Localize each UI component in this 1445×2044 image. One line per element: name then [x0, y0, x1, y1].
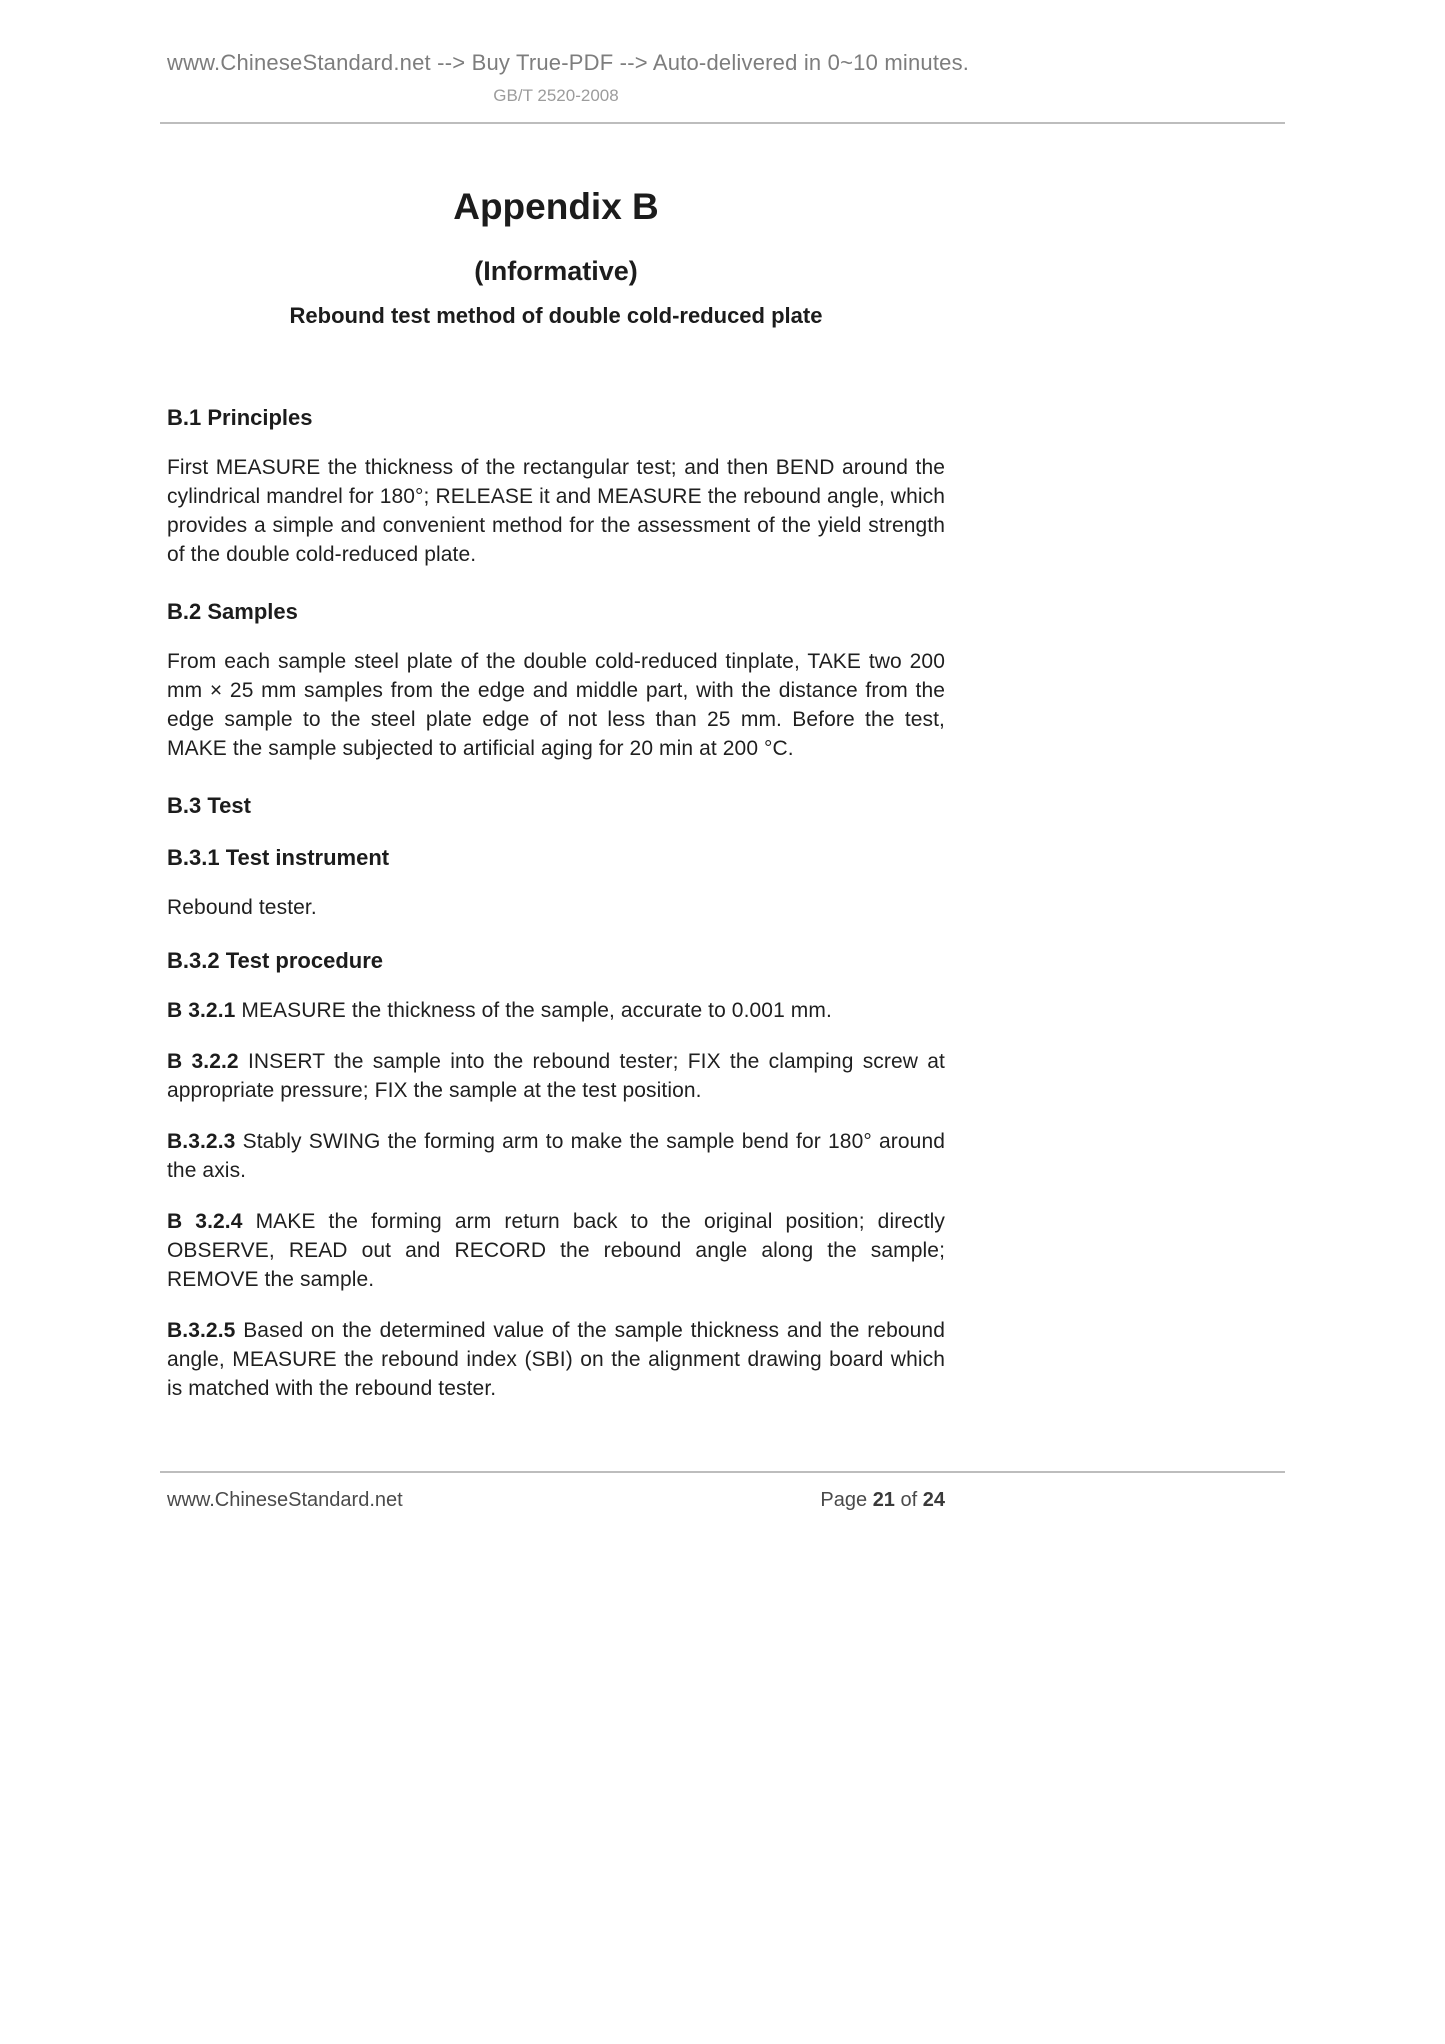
page-header [167, 0, 970, 106]
procedure-step-3-label: B.3.2.3 [167, 1130, 236, 1153]
appendix-title: Appendix B [453, 186, 659, 227]
procedure-step-4-text: MAKE the forming arm return back to the original position; directly OBSERVE, READ out and RECORD the rebound angle along the sample; REMOVE the sample. [167, 1210, 945, 1291]
footer-page-word: Page [820, 1489, 868, 1511]
procedure-step-5 [167, 1316, 945, 1403]
section-b31-paragraph: Rebound tester. [167, 896, 317, 919]
section-b1-heading: B.1 Principles [167, 405, 313, 430]
appendix-subject-title: Rebound test method of double cold-reduced plate [289, 303, 823, 328]
page-footer [0, 1455, 1445, 1512]
procedure-step-2 [167, 1047, 945, 1105]
procedure-step-4-label: B 3.2.4 [167, 1210, 243, 1233]
footer-page-number: 21 [872, 1489, 895, 1511]
procedure-step-2-text: INSERT the sample into the rebound tester; FIX the clamping screw at appropriate pressure; FIX the sample at the test position. [167, 1050, 945, 1102]
footer-site-link[interactable]: www.ChineseStandard.net [167, 1489, 403, 1511]
footer-of-word: of [900, 1489, 918, 1511]
section-b3-heading: B.3 Test [167, 793, 251, 818]
section-b31-heading: B.3.1 Test instrument [167, 845, 390, 870]
procedure-step-3-text: Stably SWING the forming arm to make the sample bend for 180° around the axis. [167, 1130, 946, 1182]
procedure-step-5-label: B.3.2.5 [167, 1319, 236, 1342]
footer-page-indicator [820, 1489, 945, 1512]
footer-row [167, 1489, 945, 1512]
header-divider [160, 122, 1285, 124]
section-b2-paragraph: From each sample steel plate of the double cold-reduced tinplate, TAKE two 200 mm × 25 mm samples from the edge and middle part, with the distance from the edge sample to the steel plate edge of not less than 25 mm. Before the test, MAKE the sample subjected to artificial aging for 20 min at 200 °C. [167, 650, 945, 760]
section-b1-paragraph: First MEASURE the thickness of the rectangular test; and then BEND around the cylindrical mandrel for 180°; RELEASE it and MEASURE the rebound angle, which provides a simple and convenient method for the assessment of the yield strength of the double cold-reduced plate. [167, 456, 945, 566]
procedure-step-1-label: B 3.2.1 [167, 999, 236, 1022]
section-b32-heading: B.3.2 Test procedure [167, 948, 383, 973]
procedure-step-1-text: MEASURE the thickness of the sample, accurate to 0.001 mm. [241, 999, 832, 1022]
procedure-step-5-text: Based on the determined value of the sample thickness and the rebound angle, MEASURE the rebound index (SBI) on the alignment drawing board which is matched with the rebound tester. [167, 1319, 945, 1400]
procedure-step-3 [167, 1127, 945, 1185]
footer-divider [160, 1471, 1285, 1473]
appendix-informative-label: (Informative) [474, 256, 638, 286]
procedure-step-4 [167, 1207, 945, 1294]
document-body [167, 186, 945, 1403]
footer-total-pages: 24 [922, 1489, 945, 1511]
section-b2-heading: B.2 Samples [167, 599, 298, 624]
procedure-step-1 [167, 996, 945, 1025]
header-doc-code: GB/T 2520-2008 [493, 86, 619, 105]
header-banner: www.ChineseStandard.net --> Buy True-PDF --> Auto-delivered in 0~10 minutes. [167, 50, 970, 75]
procedure-step-2-label: B 3.2.2 [167, 1050, 239, 1073]
